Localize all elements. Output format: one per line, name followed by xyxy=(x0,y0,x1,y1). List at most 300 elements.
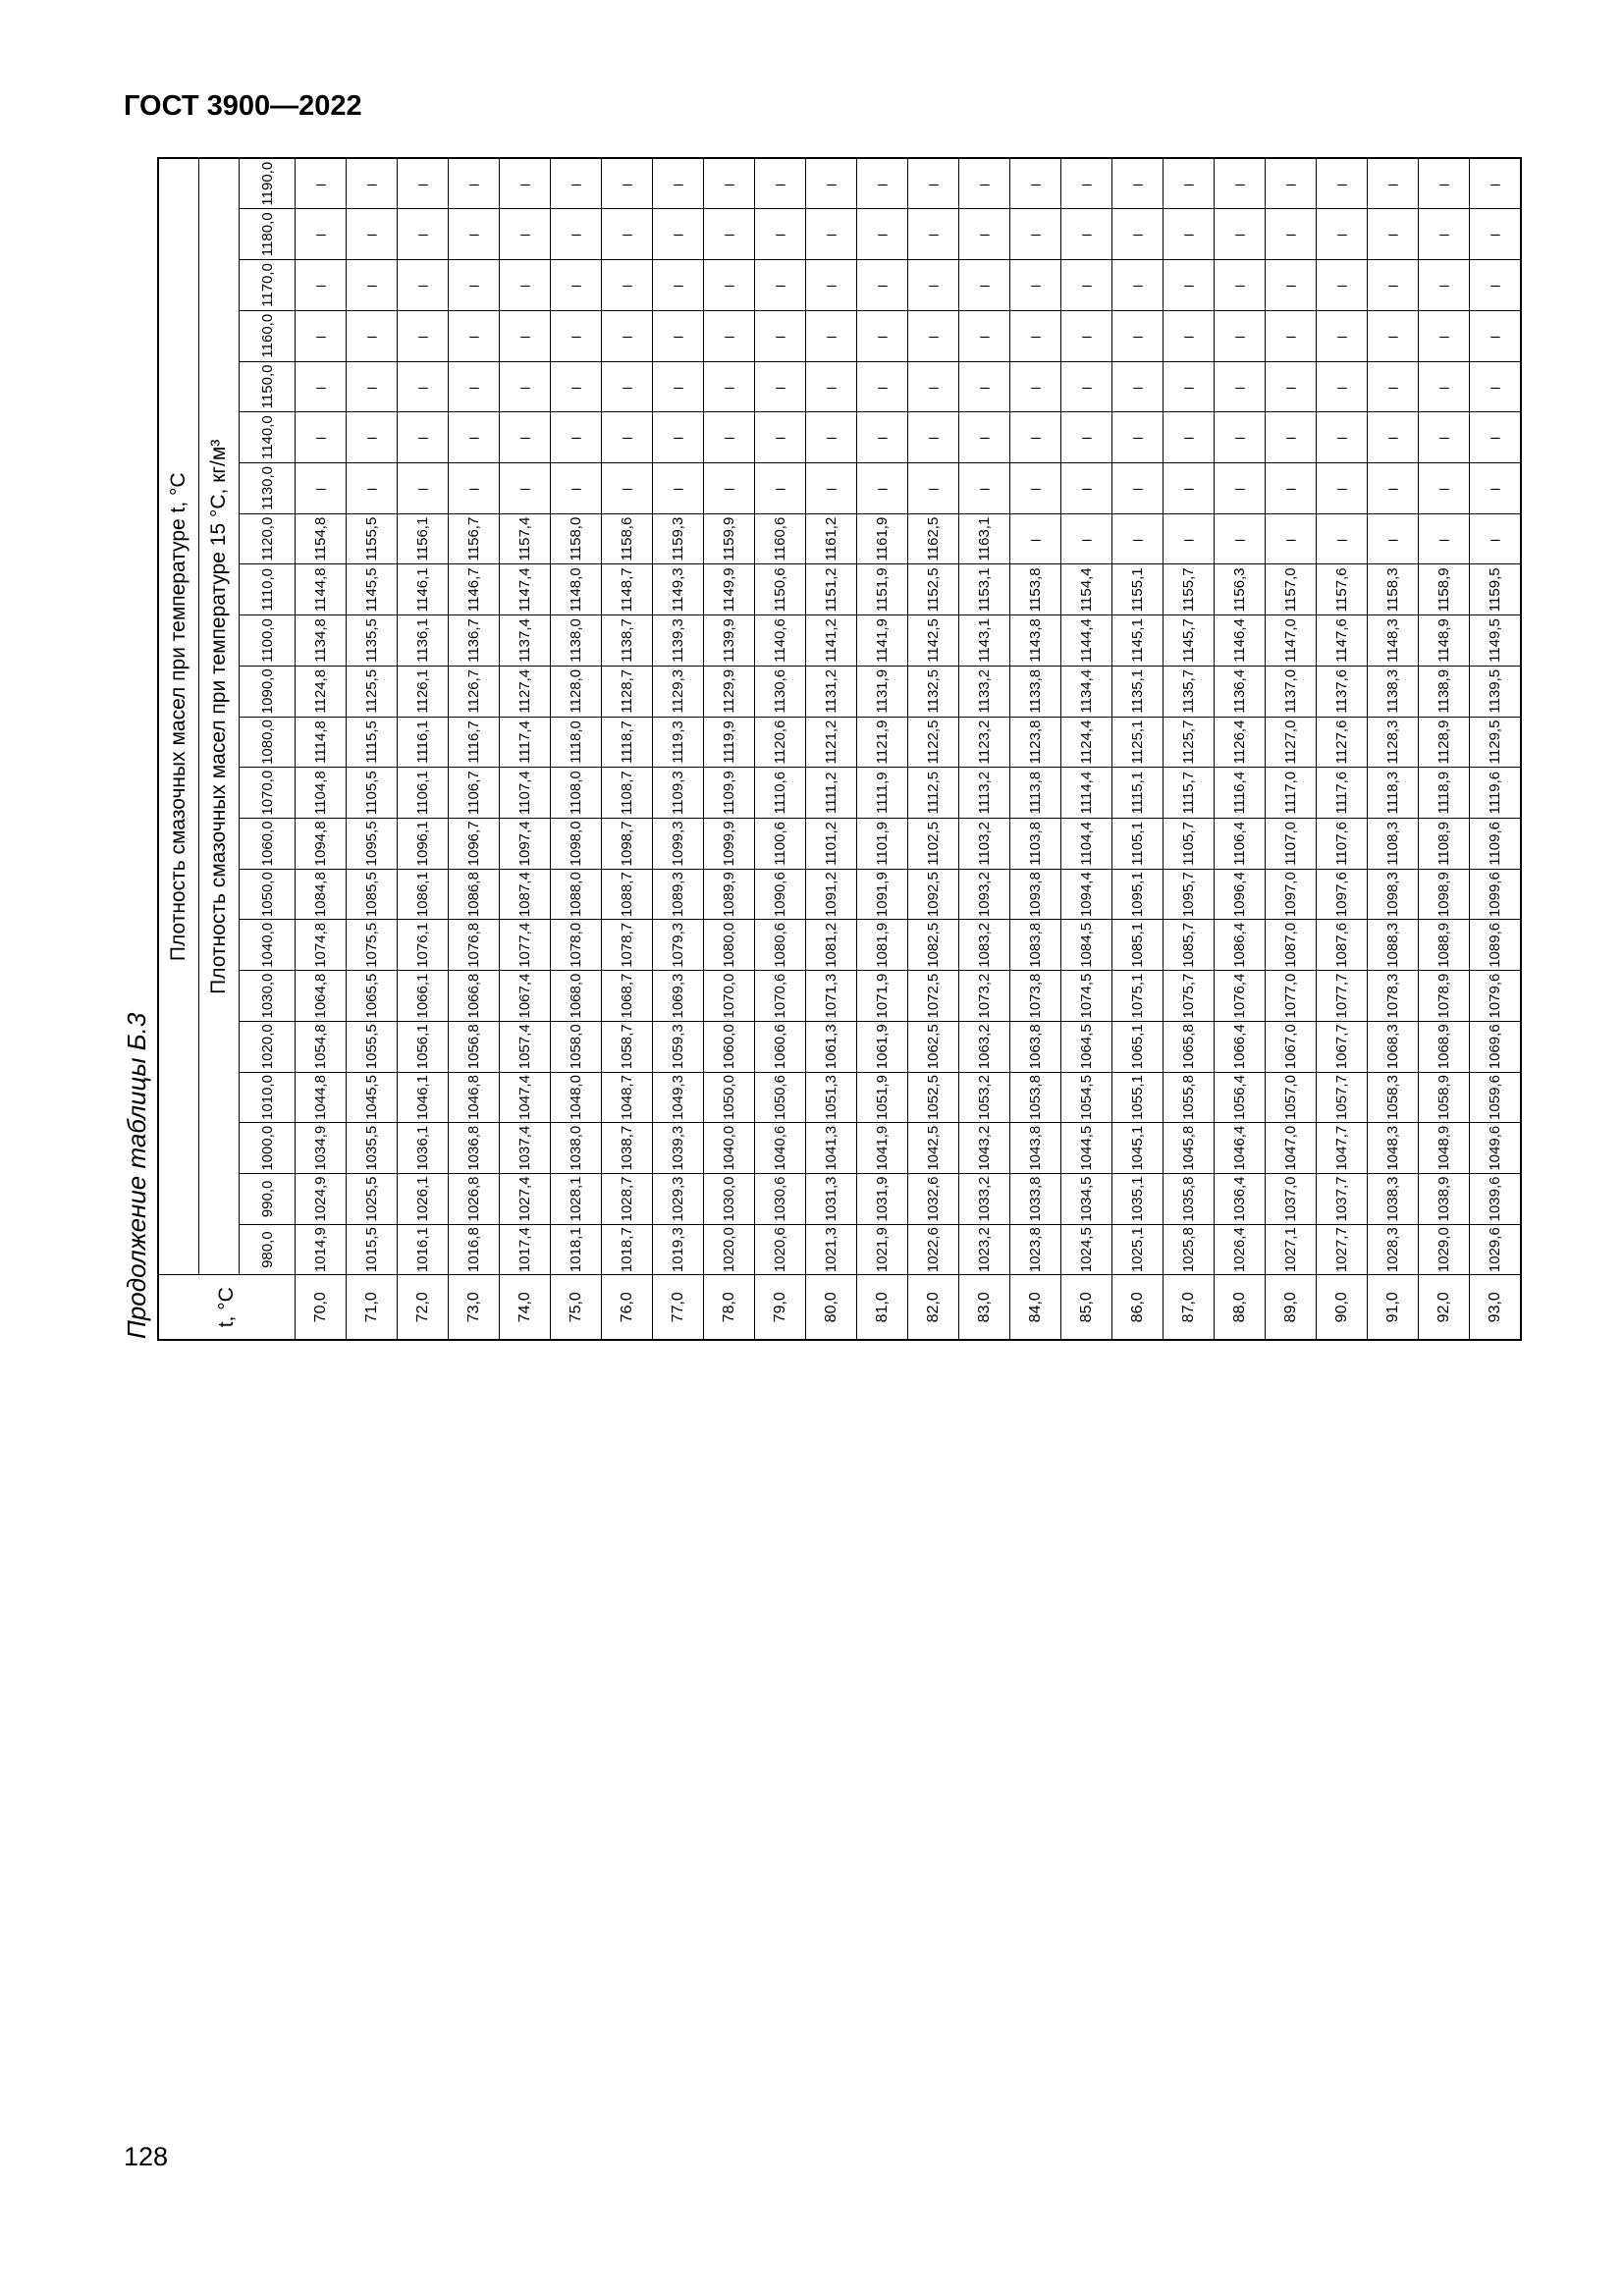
density-value-cell: 1137,6 xyxy=(1317,666,1368,717)
table-row xyxy=(1419,158,1470,1340)
density-value-cell: 1025,1 xyxy=(1112,1224,1164,1275)
empty-cell xyxy=(1470,260,1522,311)
density-value-cell: 1084,8 xyxy=(296,869,347,920)
empty-cell xyxy=(1215,513,1266,564)
empty-cell xyxy=(806,260,857,311)
dash-mark: – xyxy=(1285,376,1296,396)
empty-cell xyxy=(1010,310,1061,361)
table-row xyxy=(1317,158,1368,1340)
dash-mark: – xyxy=(877,275,888,294)
density-value-cell: 1078,3 xyxy=(1368,971,1419,1022)
empty-cell xyxy=(653,209,704,260)
density-value-cell: 1110,6 xyxy=(755,768,806,819)
density-value-cell: 1043,8 xyxy=(1010,1123,1061,1174)
dash-mark: – xyxy=(928,326,939,346)
density-value-cell: 1103,2 xyxy=(959,819,1010,870)
empty-cell xyxy=(1470,463,1522,514)
empty-cell xyxy=(755,209,806,260)
empty-cell xyxy=(1164,209,1215,260)
density-value-cell: 1148,7 xyxy=(602,564,653,615)
density-value-cell: 1163,1 xyxy=(959,513,1010,564)
density-value-cell: 1136,1 xyxy=(398,615,449,667)
density-value-cell: 1109,3 xyxy=(653,768,704,819)
temperature-cell: 84,0 xyxy=(1010,1275,1061,1340)
empty-cell xyxy=(1112,412,1164,463)
density-value-cell: 1033,8 xyxy=(1010,1174,1061,1225)
dash-mark: – xyxy=(622,326,632,346)
density-value-cell: 1074,8 xyxy=(296,920,347,971)
density-value-cell: 1148,3 xyxy=(1368,615,1419,667)
density-value-cell: 1040,0 xyxy=(704,1123,755,1174)
empty-cell xyxy=(857,310,908,361)
dash-mark: – xyxy=(1489,529,1500,549)
density-value-cell: 1153,1 xyxy=(959,564,1010,615)
empty-cell xyxy=(857,209,908,260)
dash-mark: – xyxy=(315,427,326,447)
density-value-cell: 1023,2 xyxy=(959,1224,1010,1275)
table-row xyxy=(500,158,551,1340)
dash-mark: – xyxy=(468,326,479,346)
density-value-cell: 1059,6 xyxy=(1470,1072,1522,1123)
density-value-cell: 1108,0 xyxy=(551,768,602,819)
temperature-cell: 74,0 xyxy=(500,1275,551,1340)
density-value-cell: 1044,8 xyxy=(296,1072,347,1123)
density-value-cell: 1126,7 xyxy=(449,666,500,717)
density-value-cell: 1118,3 xyxy=(1368,768,1419,819)
dash-mark: – xyxy=(877,174,888,193)
empty-cell xyxy=(296,158,347,209)
density-value-cell: 1161,9 xyxy=(857,513,908,564)
empty-cell xyxy=(347,463,398,514)
density-value-cell: 1039,6 xyxy=(1470,1174,1522,1225)
density-value-cell: 1156,3 xyxy=(1215,564,1266,615)
dash-mark: – xyxy=(366,224,377,243)
density-value-cell: 1047,0 xyxy=(1266,1123,1317,1174)
dash-mark: – xyxy=(1081,224,1092,243)
dash-mark: – xyxy=(570,427,581,447)
dash-mark: – xyxy=(1489,224,1500,243)
dash-mark: – xyxy=(826,326,837,346)
density-value-cell: 1146,1 xyxy=(398,564,449,615)
dash-mark: – xyxy=(1438,174,1449,193)
empty-cell xyxy=(1419,412,1470,463)
table-row xyxy=(1112,158,1164,1340)
density-value-cell: 1126,4 xyxy=(1215,717,1266,768)
empty-cell xyxy=(857,158,908,209)
empty-cell xyxy=(296,260,347,311)
empty-cell xyxy=(500,463,551,514)
dash-mark: – xyxy=(1081,529,1092,549)
table-row xyxy=(347,158,398,1340)
density15-col-header: 1080,0 xyxy=(240,717,296,768)
density-value-cell: 1047,7 xyxy=(1317,1123,1368,1174)
dash-mark: – xyxy=(570,376,581,396)
density-value-cell: 1014,9 xyxy=(296,1224,347,1275)
dash-mark: – xyxy=(775,174,785,193)
density-value-cell: 1025,8 xyxy=(1164,1224,1215,1275)
dash-mark: – xyxy=(1285,275,1296,294)
density-value-cell: 1132,5 xyxy=(908,666,959,717)
dash-mark: – xyxy=(775,427,785,447)
table-row xyxy=(959,158,1010,1340)
dash-mark: – xyxy=(519,427,530,447)
empty-cell xyxy=(755,158,806,209)
density-value-cell: 1135,7 xyxy=(1164,666,1215,717)
density-value-cell: 1145,5 xyxy=(347,564,398,615)
density-value-cell: 1051,9 xyxy=(857,1072,908,1123)
temperature-cell: 73,0 xyxy=(449,1275,500,1340)
dash-mark: – xyxy=(1081,376,1092,396)
empty-cell xyxy=(1010,513,1061,564)
empty-cell xyxy=(1266,209,1317,260)
dash-mark: – xyxy=(979,224,990,243)
density-value-cell: 1129,9 xyxy=(704,666,755,717)
empty-cell xyxy=(653,463,704,514)
page-number: 128 xyxy=(124,2142,169,2171)
empty-cell xyxy=(1164,310,1215,361)
empty-cell xyxy=(908,260,959,311)
density-value-cell: 1117,4 xyxy=(500,717,551,768)
density-value-cell: 1051,3 xyxy=(806,1072,857,1123)
dash-mark: – xyxy=(1285,529,1296,549)
density-value-cell: 1101,9 xyxy=(857,819,908,870)
density-value-cell: 1066,8 xyxy=(449,971,500,1022)
dash-mark: – xyxy=(366,275,377,294)
density-value-cell: 1074,5 xyxy=(1061,971,1112,1022)
density-value-cell: 1157,6 xyxy=(1317,564,1368,615)
empty-cell xyxy=(1112,513,1164,564)
density-value-cell: 1117,6 xyxy=(1317,768,1368,819)
density-value-cell: 1065,5 xyxy=(347,971,398,1022)
empty-cell xyxy=(500,310,551,361)
density-value-cell: 1081,9 xyxy=(857,920,908,971)
dash-mark: – xyxy=(724,427,734,447)
empty-cell xyxy=(500,361,551,412)
dash-mark: – xyxy=(1489,427,1500,447)
dash-mark: – xyxy=(1030,478,1041,498)
group-header-density-at-15: Плотность смазочных масел при температуре 15 °С, кг/м³ xyxy=(199,158,240,1275)
table-row xyxy=(449,158,500,1340)
density-value-cell: 1024,9 xyxy=(296,1174,347,1225)
dash-mark: – xyxy=(877,478,888,498)
density-value-cell: 1114,8 xyxy=(296,717,347,768)
dash-mark: – xyxy=(468,427,479,447)
empty-cell xyxy=(551,158,602,209)
density15-col-header: 1050,0 xyxy=(240,869,296,920)
density-value-cell: 1018,7 xyxy=(602,1224,653,1275)
density-value-cell: 1036,8 xyxy=(449,1123,500,1174)
dash-mark: – xyxy=(1438,275,1449,294)
table-row xyxy=(1164,158,1215,1340)
dash-mark: – xyxy=(417,275,428,294)
temperature-cell: 86,0 xyxy=(1112,1275,1164,1340)
dash-mark: – xyxy=(826,427,837,447)
empty-cell xyxy=(653,260,704,311)
density-value-cell: 1137,0 xyxy=(1266,666,1317,717)
density-value-cell: 1143,8 xyxy=(1010,615,1061,667)
density-value-cell: 1116,4 xyxy=(1215,768,1266,819)
density-value-cell: 1139,9 xyxy=(704,615,755,667)
density-value-cell: 1037,0 xyxy=(1266,1174,1317,1225)
dash-mark: – xyxy=(1336,174,1347,193)
density-value-cell: 1089,6 xyxy=(1470,920,1522,971)
dash-mark: – xyxy=(570,326,581,346)
dash-mark: – xyxy=(315,275,326,294)
empty-cell xyxy=(1112,310,1164,361)
dash-mark: – xyxy=(366,174,377,193)
density-value-cell: 1034,9 xyxy=(296,1123,347,1174)
dash-mark: – xyxy=(1285,174,1296,193)
density-value-cell: 1158,6 xyxy=(602,513,653,564)
table-header xyxy=(158,158,296,1340)
dash-mark: – xyxy=(622,224,632,243)
density-value-cell: 1022,6 xyxy=(908,1224,959,1275)
dash-mark: – xyxy=(928,478,939,498)
dash-mark: – xyxy=(775,224,785,243)
empty-cell xyxy=(1470,310,1522,361)
dash-mark: – xyxy=(570,224,581,243)
density-value-cell: 1089,9 xyxy=(704,869,755,920)
dash-mark: – xyxy=(519,326,530,346)
dash-mark: – xyxy=(673,275,683,294)
density-value-cell: 1151,9 xyxy=(857,564,908,615)
empty-cell xyxy=(1317,412,1368,463)
temperature-cell: 87,0 xyxy=(1164,1275,1215,1340)
density-value-cell: 1027,1 xyxy=(1266,1224,1317,1275)
density-value-cell: 1029,6 xyxy=(1470,1224,1522,1275)
empty-cell xyxy=(1112,361,1164,412)
dash-mark: – xyxy=(1387,326,1398,346)
empty-cell xyxy=(551,310,602,361)
dash-mark: – xyxy=(1489,275,1500,294)
density-value-cell: 1075,5 xyxy=(347,920,398,971)
density-value-cell: 1089,3 xyxy=(653,869,704,920)
empty-cell xyxy=(1061,209,1112,260)
density-value-cell: 1049,3 xyxy=(653,1072,704,1123)
empty-cell xyxy=(500,412,551,463)
density-value-cell: 1059,3 xyxy=(653,1021,704,1072)
dash-mark: – xyxy=(1336,326,1347,346)
density-value-cell: 1119,3 xyxy=(653,717,704,768)
density-value-cell: 1071,3 xyxy=(806,971,857,1022)
density-value-cell: 1112,5 xyxy=(908,768,959,819)
temperature-cell: 72,0 xyxy=(398,1275,449,1340)
empty-cell xyxy=(449,260,500,311)
dash-mark: – xyxy=(1234,376,1245,396)
density-value-cell: 1087,4 xyxy=(500,869,551,920)
density-value-cell: 1118,9 xyxy=(1419,768,1470,819)
density-value-cell: 1088,3 xyxy=(1368,920,1419,971)
density-value-cell: 1062,5 xyxy=(908,1021,959,1072)
density-value-cell: 1060,0 xyxy=(704,1021,755,1072)
temperature-cell: 92,0 xyxy=(1419,1275,1470,1340)
density15-col-header: 1130,0 xyxy=(240,463,296,514)
density-value-cell: 1038,0 xyxy=(551,1123,602,1174)
temperature-cell: 91,0 xyxy=(1368,1275,1419,1340)
dash-mark: – xyxy=(979,275,990,294)
density-value-cell: 1057,4 xyxy=(500,1021,551,1072)
empty-cell xyxy=(1215,209,1266,260)
density-value-cell: 1113,8 xyxy=(1010,768,1061,819)
density-value-cell: 1068,9 xyxy=(1419,1021,1470,1072)
empty-cell xyxy=(347,158,398,209)
density-value-cell: 1068,3 xyxy=(1368,1021,1419,1072)
density-value-cell: 1121,2 xyxy=(806,717,857,768)
density15-col-header: 1180,0 xyxy=(240,209,296,260)
dash-mark: – xyxy=(1183,427,1194,447)
dash-mark: – xyxy=(979,427,990,447)
dash-mark: – xyxy=(366,376,377,396)
density-value-cell: 1076,8 xyxy=(449,920,500,971)
dash-mark: – xyxy=(1081,427,1092,447)
density-value-cell: 1130,6 xyxy=(755,666,806,717)
density-value-cell: 1091,2 xyxy=(806,869,857,920)
density-value-cell: 1058,3 xyxy=(1368,1072,1419,1123)
density-value-cell: 1090,6 xyxy=(755,869,806,920)
dash-mark: – xyxy=(519,224,530,243)
density-value-cell: 1134,8 xyxy=(296,615,347,667)
empty-cell xyxy=(1112,158,1164,209)
density-value-cell: 1106,7 xyxy=(449,768,500,819)
empty-cell xyxy=(551,412,602,463)
empty-cell xyxy=(1061,260,1112,311)
dash-mark: – xyxy=(468,224,479,243)
density-value-cell: 1017,4 xyxy=(500,1224,551,1275)
density-value-cell: 1077,4 xyxy=(500,920,551,971)
density-value-cell: 1121,9 xyxy=(857,717,908,768)
density15-col-header: 1120,0 xyxy=(240,513,296,564)
empty-cell xyxy=(1010,158,1061,209)
density-value-cell: 1128,9 xyxy=(1419,717,1470,768)
dash-mark: – xyxy=(724,275,734,294)
empty-cell xyxy=(602,209,653,260)
empty-cell xyxy=(602,412,653,463)
density-value-cell: 1026,1 xyxy=(398,1174,449,1225)
density-value-cell: 1029,3 xyxy=(653,1174,704,1225)
dash-mark: – xyxy=(724,224,734,243)
temperature-cell: 80,0 xyxy=(806,1275,857,1340)
density-value-cell: 1042,5 xyxy=(908,1123,959,1174)
density-value-cell: 1016,8 xyxy=(449,1224,500,1275)
dash-mark: – xyxy=(928,275,939,294)
empty-cell xyxy=(398,310,449,361)
table-row xyxy=(602,158,653,1340)
table-row xyxy=(806,158,857,1340)
density-value-cell: 1114,4 xyxy=(1061,768,1112,819)
empty-cell xyxy=(704,158,755,209)
density-value-cell: 1133,8 xyxy=(1010,666,1061,717)
dash-mark: – xyxy=(775,376,785,396)
empty-cell xyxy=(959,158,1010,209)
empty-cell xyxy=(908,209,959,260)
dash-mark: – xyxy=(1132,174,1143,193)
dash-mark: – xyxy=(417,478,428,498)
density-value-cell: 1049,6 xyxy=(1470,1123,1522,1174)
empty-cell xyxy=(1266,260,1317,311)
dash-mark: – xyxy=(1489,478,1500,498)
empty-cell xyxy=(1112,209,1164,260)
empty-cell xyxy=(1368,260,1419,311)
density-value-cell: 1069,6 xyxy=(1470,1021,1522,1072)
density15-col-header: 1020,0 xyxy=(240,1021,296,1072)
density15-col-header: 1150,0 xyxy=(240,361,296,412)
density-value-cell: 1069,3 xyxy=(653,971,704,1022)
density15-col-header: 1140,0 xyxy=(240,412,296,463)
empty-cell xyxy=(1419,260,1470,311)
density-value-cell: 1148,9 xyxy=(1419,615,1470,667)
dash-mark: – xyxy=(1438,376,1449,396)
density-value-cell: 1076,4 xyxy=(1215,971,1266,1022)
dash-mark: – xyxy=(1387,275,1398,294)
empty-cell xyxy=(1368,310,1419,361)
density-value-cell: 1152,5 xyxy=(908,564,959,615)
density-value-cell: 1053,8 xyxy=(1010,1072,1061,1123)
empty-cell xyxy=(806,158,857,209)
empty-cell xyxy=(857,260,908,311)
dash-mark: – xyxy=(673,224,683,243)
density-value-cell: 1067,0 xyxy=(1266,1021,1317,1072)
empty-cell xyxy=(449,463,500,514)
dash-mark: – xyxy=(1132,275,1143,294)
temperature-cell: 76,0 xyxy=(602,1275,653,1340)
density-value-cell: 1107,4 xyxy=(500,768,551,819)
density-value-cell: 1144,8 xyxy=(296,564,347,615)
density-value-cell: 1126,1 xyxy=(398,666,449,717)
dash-mark: – xyxy=(1132,224,1143,243)
density-value-cell: 1036,4 xyxy=(1215,1174,1266,1225)
empty-cell xyxy=(1112,260,1164,311)
empty-cell xyxy=(551,361,602,412)
dash-mark: – xyxy=(468,174,479,193)
density-value-cell: 1055,1 xyxy=(1112,1072,1164,1123)
dash-mark: – xyxy=(724,174,734,193)
empty-cell xyxy=(1317,158,1368,209)
density-value-cell: 1141,9 xyxy=(857,615,908,667)
temperature-cell: 77,0 xyxy=(653,1275,704,1340)
density-value-cell: 1063,2 xyxy=(959,1021,1010,1072)
density-value-cell: 1045,1 xyxy=(1112,1123,1164,1174)
density-value-cell: 1030,6 xyxy=(755,1174,806,1225)
density-value-cell: 1083,8 xyxy=(1010,920,1061,971)
empty-cell xyxy=(908,463,959,514)
density-value-cell: 1075,1 xyxy=(1112,971,1164,1022)
empty-cell xyxy=(755,361,806,412)
table-row xyxy=(704,158,755,1340)
density-value-cell: 1070,0 xyxy=(704,971,755,1022)
dash-mark: – xyxy=(775,478,785,498)
density-value-cell: 1119,6 xyxy=(1470,768,1522,819)
dash-mark: – xyxy=(1030,326,1041,346)
temperature-cell: 79,0 xyxy=(755,1275,806,1340)
empty-cell xyxy=(908,310,959,361)
density15-col-header: 1030,0 xyxy=(240,971,296,1022)
density-value-cell: 1092,5 xyxy=(908,869,959,920)
empty-cell xyxy=(602,260,653,311)
dash-mark: – xyxy=(724,478,734,498)
empty-cell xyxy=(500,158,551,209)
dash-mark: – xyxy=(417,224,428,243)
density-value-cell: 1041,3 xyxy=(806,1123,857,1174)
dash-mark: – xyxy=(1081,174,1092,193)
density-value-cell: 1117,0 xyxy=(1266,768,1317,819)
dash-mark: – xyxy=(928,376,939,396)
density-value-cell: 1158,3 xyxy=(1368,564,1419,615)
density-value-cell: 1096,7 xyxy=(449,819,500,870)
dash-mark: – xyxy=(622,275,632,294)
density-value-cell: 1050,0 xyxy=(704,1072,755,1123)
density-value-cell: 1023,8 xyxy=(1010,1224,1061,1275)
temperature-cell: 89,0 xyxy=(1266,1275,1317,1340)
